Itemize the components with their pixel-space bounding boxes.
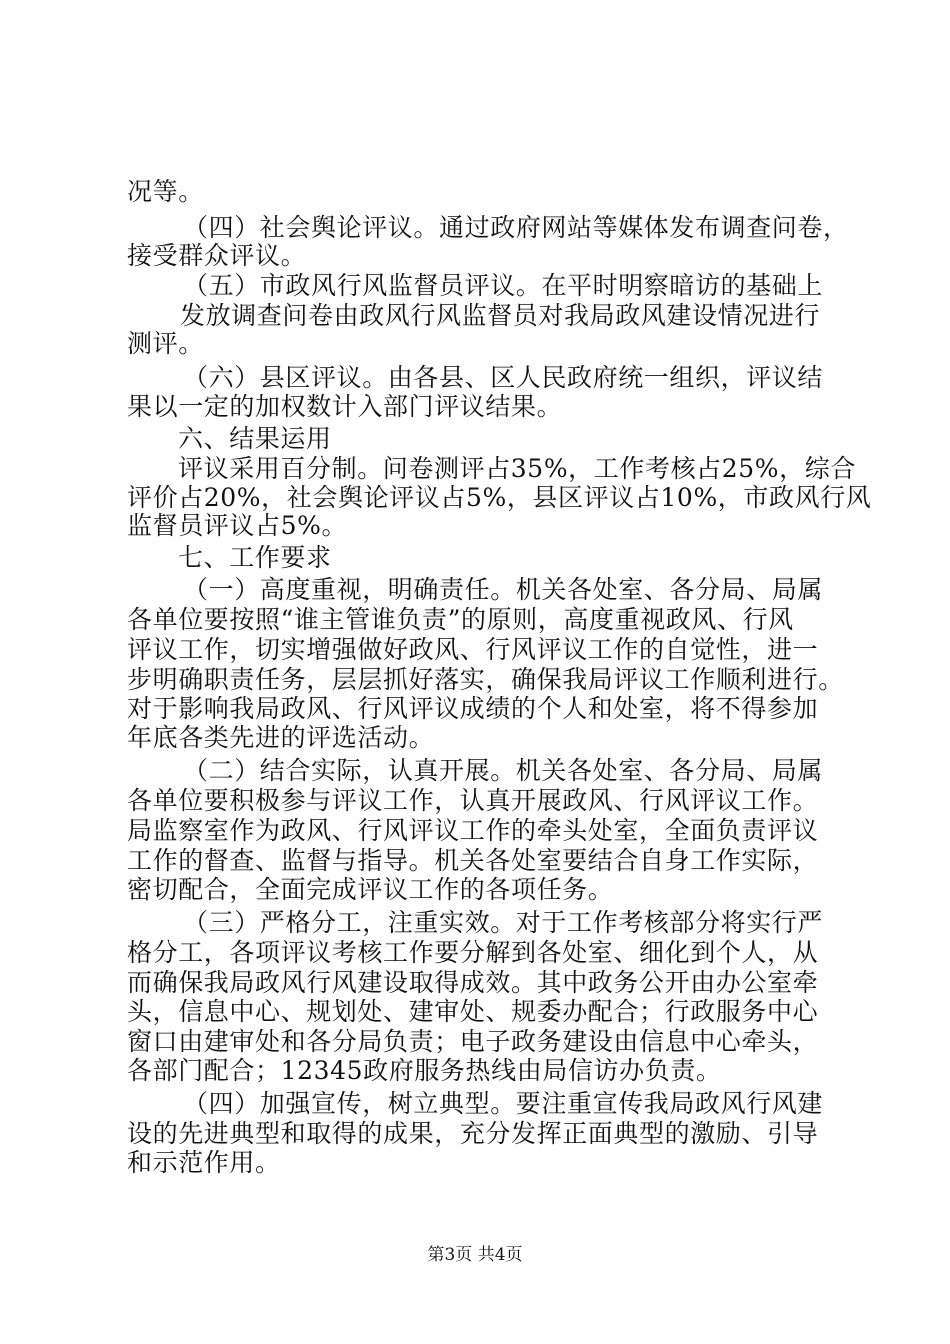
text-line: 况等。 [127, 177, 204, 206]
text-line: 头，信息中心、规划处、建审处、规委办配合；行政服务中心 [127, 997, 819, 1026]
text-line: 密切配合，全面完成评议工作的各项任务。 [127, 875, 614, 904]
text-line: 各单位要积极参与评议工作，认真开展政风、行风评议工作。 [127, 786, 819, 815]
text-line: 测评。 [127, 329, 204, 358]
text-line: 接受群众评议。 [127, 241, 307, 270]
text-line: 发放调查问卷由政风行风监督员对我局政风建设情况进行 [180, 301, 821, 330]
text-line: 各单位要按照“谁主管谁负责”的原则，高度重视政风、行风 [127, 605, 794, 634]
text-line: 各部门配合；12345政府服务热线由局信访办负责。 [127, 1056, 722, 1085]
text-line: 评议工作，切实增强做好政风、行风评议工作的自觉性，进一 [127, 635, 819, 664]
text-line: 年底各类先进的评选活动。 [127, 723, 435, 752]
text-line: 果以一定的加权数计入部门评议结果。 [127, 392, 563, 421]
text-line: 而确保我局政风行风建设取得成效。其中政务公开由办公室牵 [127, 968, 819, 997]
text-line: （一）高度重视，明确责任。机关各处室、各分局、局属 [183, 575, 824, 604]
text-line: 工作的督查、监督与指导。机关各处室要结合自身工作实际， [127, 846, 819, 875]
text-line: （三）严格分工，注重实效。对于工作考核部分将实行严 [183, 908, 824, 937]
page-number-footer: 第3页 共4页 [427, 1245, 523, 1265]
text-line: （六）县区评议。由各县、区人民政府统一组织，评议结 [183, 363, 824, 392]
text-line: 和示范作用。 [127, 1148, 281, 1177]
text-line: 设的先进典型和取得的成果，充分发挥正面典型的激励、引导 [127, 1119, 819, 1148]
section-heading: 七、工作要求 [178, 543, 332, 572]
text-line: 评价占20%，社会舆论评议占5%，县区评议占10%，市政风行风 [127, 483, 872, 512]
text-line: 局监察室作为政风、行风评议工作的牵头处室，全面负责评议 [127, 816, 819, 845]
text-line: （五）市政风行风监督员评议。在平时明察暗访的基础上 [183, 271, 824, 300]
text-line: （二）结合实际，认真开展。机关各处室、各分局、局属 [183, 756, 824, 785]
text-line: 步明确职责任务，层层抓好落实，确保我局评议工作顺利进行。 [127, 665, 844, 694]
text-line: （四）加强宣传，树立典型。要注重宣传我局政风行风建 [183, 1089, 824, 1118]
text-line: 评议采用百分制。问卷测评占35%，工作考核占25%，综合 [178, 454, 856, 483]
text-line: 对于影响我局政风、行风评议成绩的个人和处室，将不得参加 [127, 694, 819, 723]
section-heading: 六、结果运用 [178, 424, 332, 453]
text-line: 格分工，各项评议考核工作要分解到各处室、细化到个人，从 [127, 938, 819, 967]
text-line: 窗口由建审处和各分局负责；电子政务建设由信息中心牵头， [127, 1027, 819, 1056]
text-line: 监督员评议占5%。 [127, 511, 348, 540]
text-line: （四）社会舆论评议。通过政府网站等媒体发布调查问卷， [183, 213, 849, 242]
